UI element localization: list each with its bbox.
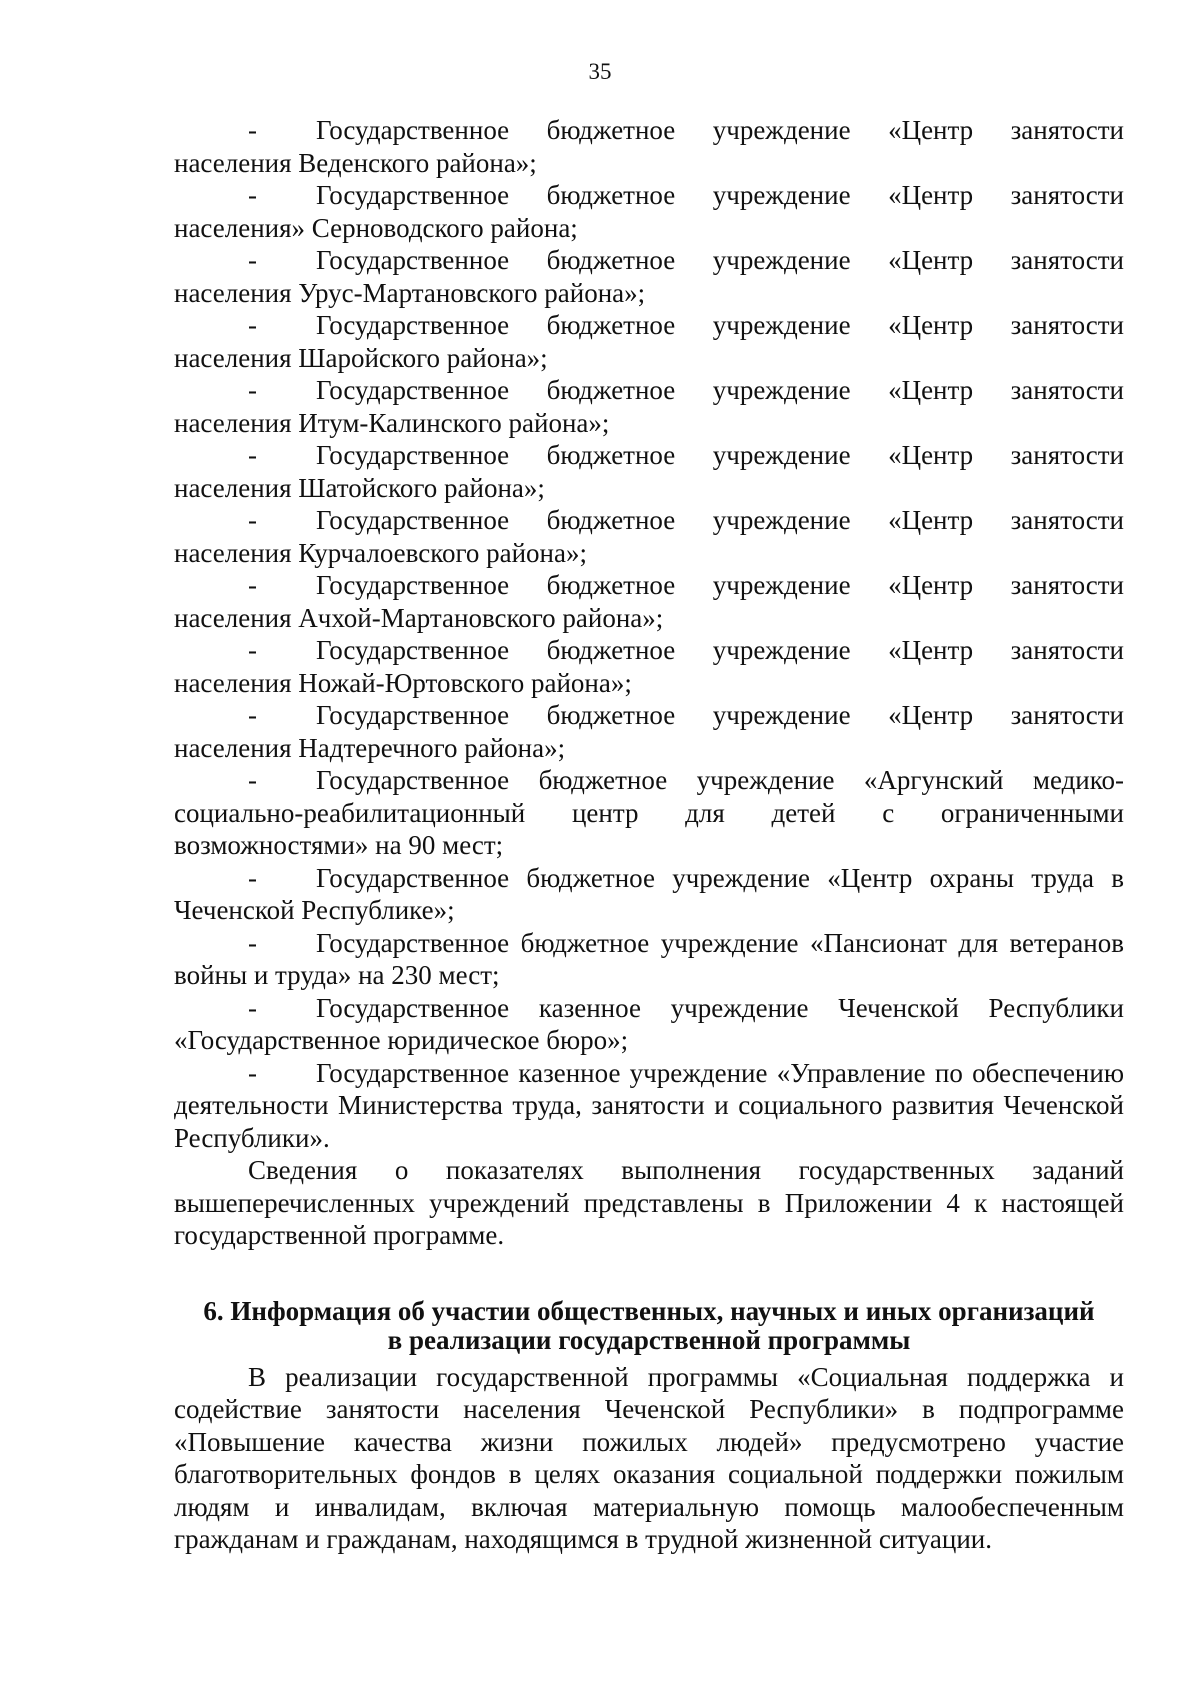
section-heading-line-2: в реализации государственной программы — [387, 1324, 911, 1355]
list-dash: - — [248, 862, 257, 893]
list-dash: - — [248, 570, 257, 600]
list-item — [174, 764, 1124, 862]
list-dash: - — [248, 700, 257, 730]
list-dash: - — [248, 927, 257, 958]
list-item — [174, 927, 1124, 992]
list-item-text: Государственное бюджетное учреждение «Центр занятости населения Шатойского района»; — [174, 440, 1124, 503]
list-item — [174, 244, 1124, 309]
list-item-text: Государственное бюджетное учреждение «Центр занятости населения Итум-Калинского района»; — [174, 375, 1124, 438]
list-dash: - — [248, 310, 257, 340]
list-item — [174, 1057, 1124, 1155]
list-item — [174, 699, 1124, 764]
list-item-text: Государственное бюджетное учреждение «Центр занятости населения Шаройского района»; — [174, 310, 1124, 373]
list-item — [174, 634, 1124, 699]
list-item-text: Государственное казенное учреждение «Управление по обеспечению деятельности Министерства труда, занятости и социального развития Чеченской Республики». — [174, 1057, 1124, 1153]
list-item — [174, 862, 1124, 927]
list-item — [174, 504, 1124, 569]
list-dash: - — [248, 375, 257, 405]
section-heading-line-1: 6. Информация об участии общественных, научных и иных организаций — [203, 1295, 1095, 1326]
list-item-text: Государственное казенное учреждение Чеченской Республики «Государственное юридическое бюро»; — [174, 992, 1124, 1055]
list-item-text: Государственное бюджетное учреждение «Пансионат для ветеранов войны и труда» на 230 мест; — [174, 927, 1124, 990]
list-item-text: Государственное бюджетное учреждение «Аргунский медико-социально-реабилитационный центр для детей с ограниченными возможностями» на 90 мест; — [174, 765, 1124, 860]
list-item — [174, 114, 1124, 179]
list-dash: - — [248, 505, 257, 535]
list-dash: - — [248, 440, 257, 470]
section-heading — [174, 1297, 1124, 1355]
list-item — [174, 374, 1124, 439]
list-dash: - — [248, 245, 257, 275]
list-item — [174, 179, 1124, 244]
list-dash: - — [248, 765, 257, 795]
page-number: 35 — [588, 59, 612, 84]
list-dash: - — [248, 992, 257, 1023]
section-paragraph: В реализации государственной программы «Социальная поддержка и содействие занятости населения Чеченской Республики» в подпрограмме «Повышение качества жизни пожилых людей» предусмотрено участие благотворительных фондов в целях оказания социальной поддержки пожилым людям и инвалидам, включая материальную помощь малообеспеченным гражданам и гражданам, находящимся в трудной жизненной ситуации. — [174, 1361, 1124, 1554]
list-dash: - — [248, 180, 257, 210]
list-item-text: Государственное бюджетное учреждение «Центр занятости населения Ножай-Юртовского района»; — [174, 635, 1124, 698]
institution-list — [174, 114, 1124, 1154]
list-dash: - — [248, 1057, 257, 1088]
list-item-text: Государственное бюджетное учреждение «Центр занятости населения Надтеречного района»; — [174, 700, 1124, 763]
page-content — [174, 114, 1124, 1556]
list-dash: - — [248, 115, 257, 145]
summary-paragraph: Сведения о показателях выполнения государственных заданий вышеперечисленных учреждений представлены в Приложении 4 к настоящей государственной программе. — [174, 1155, 1124, 1250]
list-item-text: Государственное бюджетное учреждение «Центр занятости населения» Серноводского района; — [174, 180, 1124, 243]
list-item — [174, 309, 1124, 374]
list-item-text: Государственное бюджетное учреждение «Центр охраны труда в Чеченской Республике»; — [174, 862, 1124, 925]
list-item — [174, 569, 1124, 634]
list-item — [174, 992, 1124, 1057]
list-item-text: Государственное бюджетное учреждение «Центр занятости населения Урус-Мартановского района»; — [174, 245, 1124, 308]
list-item-text: Государственное бюджетное учреждение «Центр занятости населения Веденского района»; — [174, 115, 1124, 178]
list-item-text: Государственное бюджетное учреждение «Центр занятости населения Ачхой-Мартановского района»; — [174, 570, 1124, 633]
list-dash: - — [248, 635, 257, 665]
list-item-text: Государственное бюджетное учреждение «Центр занятости населения Курчалоевского района»; — [174, 505, 1124, 568]
list-item — [174, 439, 1124, 504]
